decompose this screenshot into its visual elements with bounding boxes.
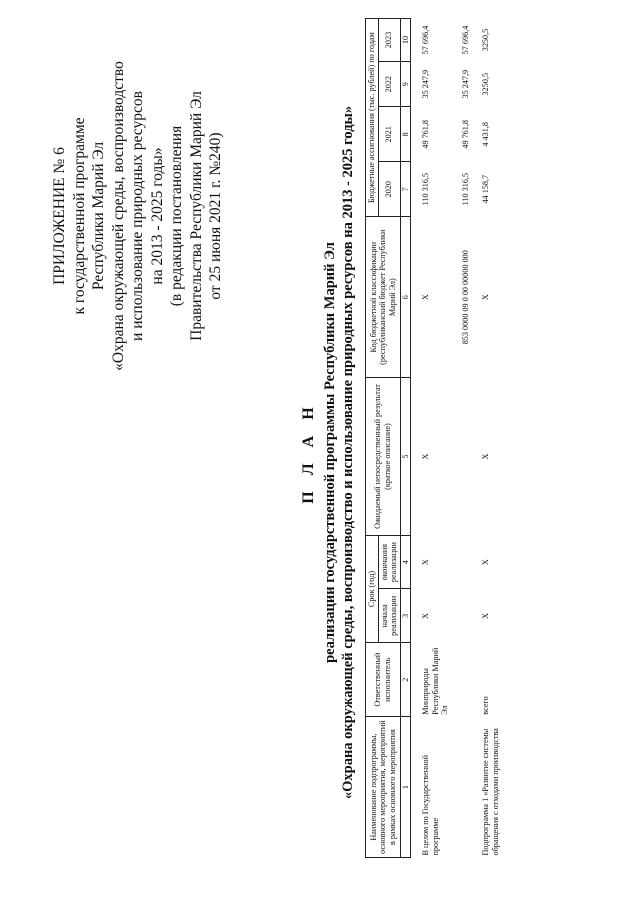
header-name: Наименование подпрограммы, основного мероприятия, мероприятий в рамках основного мероприятия	[366, 717, 401, 858]
table-row	[451, 19, 472, 858]
column-number: 4	[400, 535, 411, 589]
row-start: Х	[481, 612, 490, 619]
header-year-2023: 2023	[378, 19, 400, 62]
row-start: Х	[421, 612, 430, 619]
header-term-start: начала реализации	[378, 589, 400, 643]
column-number: 2	[400, 643, 411, 717]
plan-subtitle-2: «Охрана окружающей среды, воспроизводство и использование природных ресурсов на 2013 - 2025 годы»	[340, 105, 356, 800]
appendix-line: «Охрана окружающей среды, воспроизводство	[109, 61, 127, 371]
column-number: 6	[400, 217, 411, 378]
row-value-2020: 110 316,5	[421, 172, 430, 206]
table-row	[411, 19, 451, 858]
header-result: Ожидаемый непосредственный результат (краткое описание)	[366, 378, 401, 536]
header-term: Срок (год)	[366, 535, 379, 642]
row-value-2023: 57 696,4	[421, 25, 430, 55]
header-year-2022: 2022	[378, 62, 400, 107]
row-value-2021: 49 761,8	[421, 119, 430, 149]
row-value-2022: 35 247,9	[421, 69, 430, 99]
row-end: Х	[481, 559, 490, 566]
plan-table	[365, 18, 501, 858]
column-number: 8	[400, 107, 411, 162]
appendix-line: и использование природных ресурсов	[129, 91, 146, 341]
row-result: Х	[481, 453, 490, 460]
row-name: Подпрограмма 1 «Развитие системы обращения с отходами производства	[481, 728, 500, 856]
row-value-2022: 35 247,9	[460, 69, 470, 99]
column-number: 3	[400, 589, 411, 643]
row-end: Х	[421, 559, 430, 566]
row-end	[451, 535, 472, 589]
row-result	[451, 378, 472, 536]
row-kbk: Х	[421, 294, 430, 301]
date-number: 240)	[207, 132, 224, 161]
header-budget: Бюджетные ассигнования (тыс. рублей) по годам	[366, 19, 379, 217]
column-number: 10	[400, 19, 411, 62]
appendix-date	[206, 51, 226, 381]
row-executor: всего	[481, 696, 490, 715]
row-value-2023: 57 696,4	[460, 25, 470, 55]
appendix-line: (в редакции постановления	[168, 125, 185, 307]
appendix-block	[50, 51, 226, 381]
header-year-2020: 2020	[378, 162, 400, 217]
row-value-2020: 110 316,5	[460, 172, 470, 206]
header-executor: Ответственный исполнитель	[366, 643, 401, 717]
appendix-line: на 2013 - 2025 годы»	[148, 147, 166, 285]
row-start	[451, 589, 472, 643]
row-name: В целом по Государственной программе	[421, 754, 440, 856]
row-value-2023: 3250,5	[481, 28, 490, 52]
date-middle: июня 2021 г. №	[207, 160, 224, 263]
header-term-end: окончания реализации	[378, 535, 400, 589]
header-kbk: Код бюджетной классификации (республиканский бюджет Республики Марий Эл)	[366, 217, 401, 378]
appendix-number: ПРИЛОЖЕНИЕ № 6	[51, 147, 68, 285]
appendix-line: Республики Марий Эл	[90, 141, 107, 291]
column-number: 7	[400, 162, 411, 217]
row-value-2021: 4 431,8	[481, 122, 490, 147]
row-value-2022: 3250,5	[481, 72, 490, 96]
row-result: Х	[421, 453, 430, 460]
column-number: 9	[400, 62, 411, 107]
date-day: 25	[207, 265, 224, 282]
table-row	[471, 19, 501, 858]
column-number: 5	[400, 378, 411, 536]
row-executor: Минприроды Республики Марий Эл	[421, 647, 449, 715]
row-executor	[451, 643, 472, 717]
appendix-line: Правительства Республики Марий Эл	[187, 91, 205, 341]
appendix-line: к государственной программе	[70, 117, 88, 315]
row-value-2020: 44 158,7	[481, 174, 490, 204]
column-number-row	[400, 19, 411, 858]
plan-subtitle-1: реализации государственной программы Республики Марий Эл	[322, 242, 338, 663]
column-number: 1	[400, 717, 411, 858]
header-year-2021: 2021	[378, 107, 400, 162]
row-name	[451, 717, 472, 858]
row-value-2021: 49 761,8	[460, 119, 470, 149]
row-kbk: Х	[481, 294, 490, 301]
date-prefix: от	[207, 285, 224, 300]
plan-title: П Л А Н	[300, 401, 317, 504]
row-kbk: 853 0000 09 0 00 00000 000	[460, 250, 470, 345]
